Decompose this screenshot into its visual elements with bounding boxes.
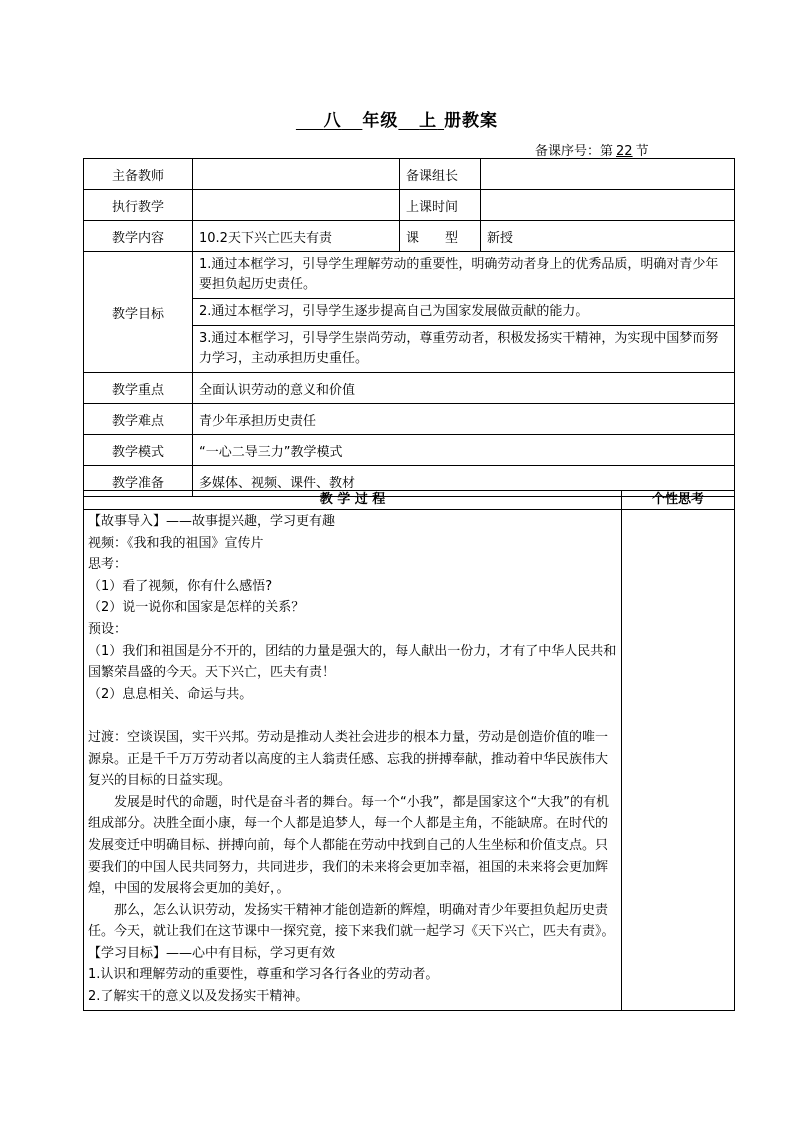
development-paragraph: 发展是时代的命题，时代是奋斗者的舞台。每一个“小我”，都是国家这个“大我”的有机组成部分。决胜全面小康，每一个人都是追梦人，每一个人都是主角，不能缺席。在时代的发展变迁中明确目标、拼搏向前，每个人都能在劳动中找到自己的人生坐标和价值支点。只要我们的中国人民共同努力，共同进步，我们的未来将会更加幸福，祖国的未来将会更加辉煌，中国的发展将会更加的美好，。: [88, 794, 609, 897]
thoughts-title: 个性思考: [622, 491, 735, 510]
prep-value: 多媒体、视频、课件、教材: [193, 466, 735, 497]
goal-1: 1.通过本框学习，引导学生理解劳动的重要性，明确劳动者身上的优秀品质，明确对青少年要担负起历史责任。: [193, 252, 735, 299]
process-title: 教 学 过 程: [84, 491, 622, 510]
video-line: 视频：《我和我的祖国》宣传片: [88, 535, 264, 551]
preset-answer-1: （1）我们和祖国是分不开的，团结的力量是强大的，每人献出一份力，才有了中华人民共和国繁荣昌盛的今天。天下兴亡，匹夫有责！: [88, 643, 617, 681]
preset-answer-2: （2）息息相关、命运与共。: [88, 686, 253, 702]
lesson-number: 22: [616, 144, 633, 159]
learning-goal-2: 2.了解实干的意义以及发扬实干精神。: [88, 989, 309, 1005]
learning-goals-heading: 【学习目标】——心中有目标，学习更有效: [88, 945, 336, 961]
question-1: （1）看了视频，你有什么感悟?: [88, 578, 273, 594]
group-leader-value: [481, 159, 735, 190]
question-2: （2）说一说你和国家是怎样的关系？: [88, 600, 305, 616]
term-field: 上: [419, 111, 438, 131]
content-value: 10.2天下兴亡匹夫有责: [193, 221, 400, 252]
grade-field: 八: [323, 111, 342, 131]
type-label: 课 型: [400, 221, 481, 252]
lead-teacher-label: 主备教师: [84, 159, 193, 190]
goals-label: 教学目标: [84, 252, 193, 373]
story-intro-heading: 【故事导入】——故事提兴趣，学习更有趣: [88, 514, 336, 529]
difficulty-value: 青少年承担历史责任: [193, 404, 735, 435]
exec-value: [193, 190, 400, 221]
think-label: 思考：: [88, 557, 128, 573]
lead-in-paragraph: 那么，怎么认识劳动，发扬实干精神才能创造新的辉煌，明确对青少年要担负起历史责任。今天，就让我们在这节课中一探究竟，接下来我们就一起学习《天下兴亡，匹夫有责》。: [88, 902, 615, 940]
class-time-label: 上课时间: [400, 190, 481, 221]
prep-label: 教学准备: [84, 466, 193, 497]
title-suffix: 册教案: [444, 111, 499, 131]
goal-2: 2.通过本框学习，引导学生逐步提高自己为国家发展做贡献的能力。: [193, 299, 735, 326]
type-value: 新授: [481, 221, 735, 252]
transition-paragraph: 过渡：空谈误国，实干兴邦。劳动是推动人类社会进步的根本力量，劳动是创造价值的唯一源泉。正是千千万万劳动者以高度的主人翁责任感、忘我的拼搏奉献，推动着中华民族伟大复兴的目标的日益实现。: [88, 729, 609, 789]
preset-label: 预设：: [88, 621, 128, 637]
mode-label: 教学模式: [84, 435, 193, 466]
page-title: [0, 106, 794, 131]
grade-label: 年级: [362, 111, 399, 131]
group-leader-label: 备课组长: [400, 159, 481, 190]
lead-teacher-value: [193, 159, 400, 190]
key-point-value: 全面认识劳动的意义和价值: [193, 373, 735, 404]
exec-label: 执行教学: [84, 190, 193, 221]
teaching-process-table: [83, 490, 735, 1011]
key-point-label: 教学重点: [84, 373, 193, 404]
lesson-number-line: 备课序号：第 22 节: [535, 144, 649, 159]
lesson-info-table: [83, 158, 735, 497]
class-time-value: [481, 190, 735, 221]
personal-thoughts-cell: [622, 510, 735, 1011]
process-content: [84, 510, 622, 1011]
goal-3: 3.通过本框学习，引导学生崇尚劳动，尊重劳动者，积极发扬实干精神，为实现中国梦而努力学习，主动承担历史重任。: [193, 326, 735, 373]
content-label: 教学内容: [84, 221, 193, 252]
difficulty-label: 教学难点: [84, 404, 193, 435]
mode-value: “一心二导三力”教学模式: [193, 435, 735, 466]
learning-goal-1: 1.认识和理解劳动的重要性，尊重和学习各行各业的劳动者。: [88, 967, 439, 983]
